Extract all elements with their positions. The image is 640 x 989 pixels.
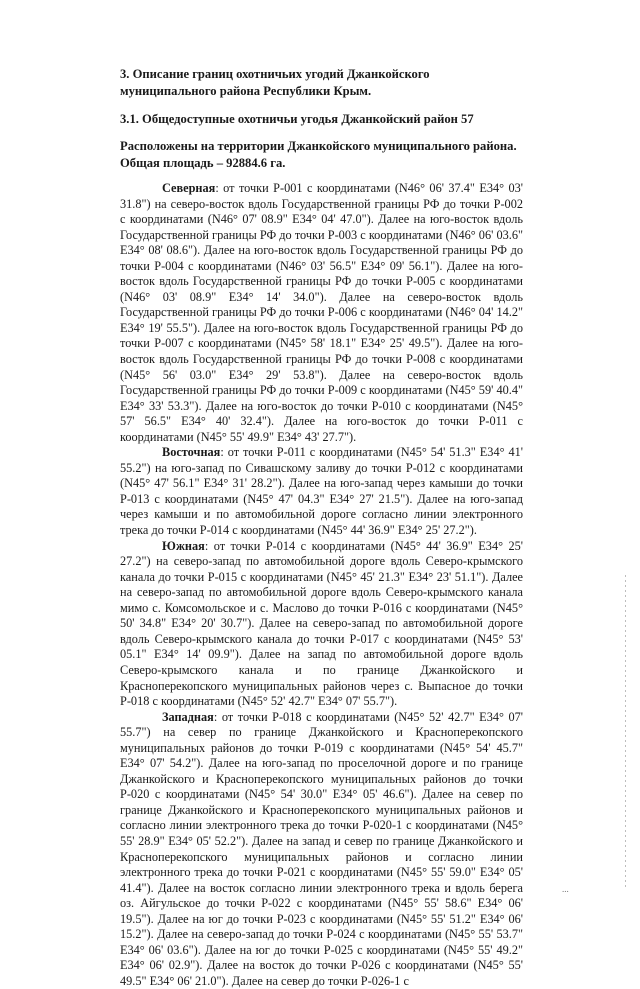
location-line: Расположены на территории Джанкойского муниципального района.	[120, 139, 517, 153]
north-boundary-text: : от точки Р-001 с координатами (N46° 06' 37.4" E34° 03' 31.8") на северо-восток вдоль Государственной границы РФ до точки Р-002 с координатами (N46° 07' 08.9" E34° 04' 47.0"). Далее на юго-восток вдоль Государственной границы РФ до точки Р-003 с координатами (N46° 06' 03.6" E34° 08' 08.6"). Далее на юго-восток вдоль Государственной границы РФ до точки Р-004 с координатами (N46° 03' 56.5" E34° 09' 56.1"). Далее на юго-восток вдоль Государственной границы РФ до точки Р-005 с координатами (N46° 03' 08.9" E34° 14' 34.0"). Далее на северо-восток вдоль Государственной границы РФ до точки Р-006 с координатами (N46° 04' 14.2" E34° 19' 55.5"). Далее на юго-восток вдоль Государственной границы РФ до точки Р-007 с координатами (N45° 58' 18.1" E34° 25' 49.5"). Далее на юго-восток вдоль Государственной границы РФ до точки Р-008 с координатами (N45° 56' 03.0" E34° 29' 53.8"). Далее на северо-восток вдоль Государственной границы РФ до точки Р-009 с координатами (N45° 59' 40.4" E34° 33' 53.3"). Далее на юго-восток до точки Р-010 с координатами (N45° 57' 56.5" E34° 40' 32.4"). Далее на юго-восток до точки Р-011 с координатами (N45° 55' 49.9" E34° 43' 27.7").	[120, 181, 523, 444]
west-boundary-text: : от точки Р-018 с координатами (N45° 52' 42.7" E34° 07' 55.7") на север по границе Джанкойского и Красноперекопского муниципальных районов до точки Р-019 с координатами (N45° 54' 45.7" E34° 07' 54.2"). Далее на юго-запад по проселочной дороге и по границе Джанкойского и Красноперекопского муниципальных районов до точки Р-020 с координатами (N45° 54' 30.0" E34° 05' 46.6"). Далее на север по границе Джанкойского и Красноперекопского муниципальных районов и согласно линии электронного трека до точки Р-020-1 с координатами (N45° 55' 28.9" E34° 05' 52.2"). Далее на запад и север по границе Джанкойского и Красноперекопского муниципальных районов и согласно линии электронного трека до точки Р-021 с координатами (N45° 55' 59.0" E34° 05' 41.4"). Далее на восток согласно линии электронного трека и вдоль берега оз. Айгульское до точки Р-022 с координатами (N45° 55' 58.6" E34° 06' 19.5"). Далее на юг до точки Р-023 с координатами (N45° 55' 51.2" E34° 06' 15.2"). Далее на северо-запад до точки Р-024 с координатами (N45° 55' 53.7" E34° 06' 03.6"). Далее на юг до точки Р-025 с координатами (N45° 55' 49.2" E34° 06' 02.9"). Далее на восток до точки Р-026 с координатами (N45° 55' 49.5" E34° 06' 21.0"). Далее на север до точки Р-026-1 с	[120, 709, 523, 988]
east-boundary-text: : от точки Р-011 с координатами (N45° 54' 51.3" E34° 41' 55.2") на юго-запад по Сивашскому заливу до точки Р-012 с координатами (N45° 47' 56.1" E34° 31' 28.2"). Далее на юго-запад через камыши до точки Р-013 с координатами (N45° 47' 04.3" E34° 27' 21.5"). Далее на юго-запад через камыши и по автомобильной дороге согласно линии электронного трека до точки Р-014 с координатами (N45° 44' 36.9" E34° 25' 27.2").	[120, 445, 523, 538]
binding-edge-mark	[625, 575, 626, 890]
section-heading: 3. Описание границ охотничьих угодий Джанкойского муниципального района Республики Крым.	[120, 67, 430, 98]
east-boundary-label: Восточная	[162, 445, 221, 460]
south-boundary-label: Южная	[162, 538, 205, 553]
total-area-line: Общая площадь – 92884.6 га.	[120, 156, 286, 170]
north-boundary-paragraph	[120, 181, 523, 445]
west-boundary-label: Западная	[162, 709, 214, 724]
south-boundary-text: : от точки Р-014 с координатами (N45° 44' 36.9" E34° 25' 27.2") на северо-запад по автомобильной дороге вдоль Северо-крымского канала до точки Р-015 с координатами (N45° 45' 21.3" E34° 23' 51.1"). Далее на северо-запад по автомобильной дороге вдоль Северо-крымского канала мимо с. Комсомольское и с. Маслово до точки Р-016 с координатами (N45° 50' 34.8" E34° 20' 30.7"). Далее на северо-запад по автомобильной дороге вдоль Северо-крымского канала до точки Р-017 с координатами (N45° 53' 05.1" E34° 14' 09.9"). Далее на запад по автомобильной дороге вдоль Северо-крымского канала и по границе Джанкойского и Красноперекопского муниципальных районов через с. Выпасное до точки Р-018 с координатами (N45° 52' 42.7" E34° 07' 55.7").	[120, 538, 523, 709]
south-boundary-paragraph	[120, 539, 523, 710]
east-boundary-paragraph	[120, 445, 523, 538]
subsection-heading: 3.1. Общедоступные охотничьи угодья Джанкойский район 57	[120, 112, 474, 126]
boundaries-description	[120, 181, 523, 989]
west-boundary-paragraph	[120, 710, 523, 989]
location-block	[120, 138, 520, 172]
north-boundary-label: Северная	[162, 181, 216, 195]
page-number: ...	[562, 884, 569, 894]
